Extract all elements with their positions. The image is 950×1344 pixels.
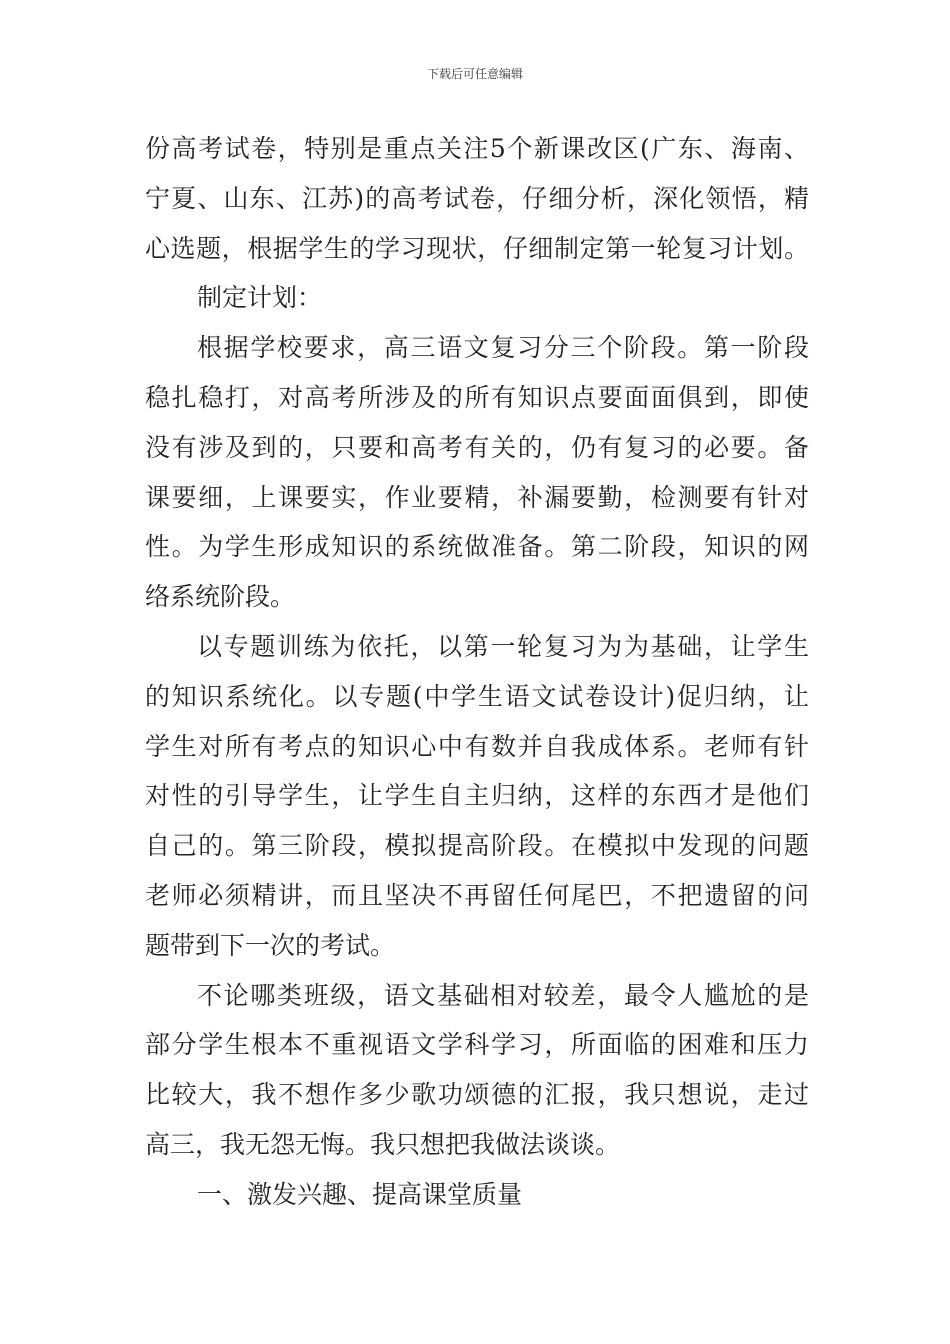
text-line: 一、激发兴趣、提高课堂质量 [197, 1179, 523, 1209]
text-line: 高三，我无怨无悔。我只想把我做法谈谈。 [145, 1129, 621, 1159]
text-line: 心选题，根据学生的学习现状，仔细制定第一轮复习计划。 [145, 233, 809, 263]
text-line: 的知识系统化。以专题(中学生语文试卷设计)促归纳，让 [145, 681, 809, 711]
text-line: 题带到下一次的考试。 [145, 930, 396, 960]
text-line: 制定计划： [197, 283, 323, 313]
text-line: 以专题训练为依托，以第一轮复习为为基础，让学生 [197, 631, 809, 661]
text-line: 宁夏、山东、江苏)的高考试卷，仔细分析，深化领悟，精 [145, 183, 809, 213]
text-line: 对性的引导学生，让学生自主归纳，这样的东西才是他们 [145, 781, 809, 811]
text-line: 比较大，我不想作多少歌功颂德的汇报，我只想说，走过 [145, 1080, 809, 1110]
text-line: 部分学生根本不重视语文学科学习，所面临的困难和压力 [145, 1030, 809, 1060]
text-line: 不论哪类班级，语文基础相对较差，最令人尴尬的是 [197, 980, 809, 1010]
text-line: 没有涉及到的，只要和高考有关的，仍有复习的必要。备 [145, 432, 809, 462]
text-line: 根据学校要求，高三语文复习分三个阶段。第一阶段 [197, 333, 809, 363]
page-header: 下载后可任意编辑 [426, 67, 523, 81]
text-line: 自己的。第三阶段，模拟提高阶段。在模拟中发现的问题 [145, 831, 809, 861]
text-line: 稳扎稳打，对高考所涉及的所有知识点要面面俱到，即使 [145, 382, 809, 412]
text-line: 课要细，上课要实，作业要精，补漏要勤，检测要有针对 [145, 482, 809, 512]
text-line: 老师必须精讲，而且坚决不再留任何尾巴，不把遗留的问 [145, 880, 809, 910]
text-line: 份高考试卷，特别是重点关注5个新课改区(广东、海南、 [145, 134, 809, 163]
document-body [145, 124, 809, 1220]
text-line: 络系统阶段。 [145, 582, 296, 612]
text-line: 性。为学生形成知识的系统做准备。第二阶段，知识的网 [145, 532, 809, 562]
text-line: 学生对所有考点的知识心中有数并自我成体系。老师有针 [145, 731, 809, 761]
